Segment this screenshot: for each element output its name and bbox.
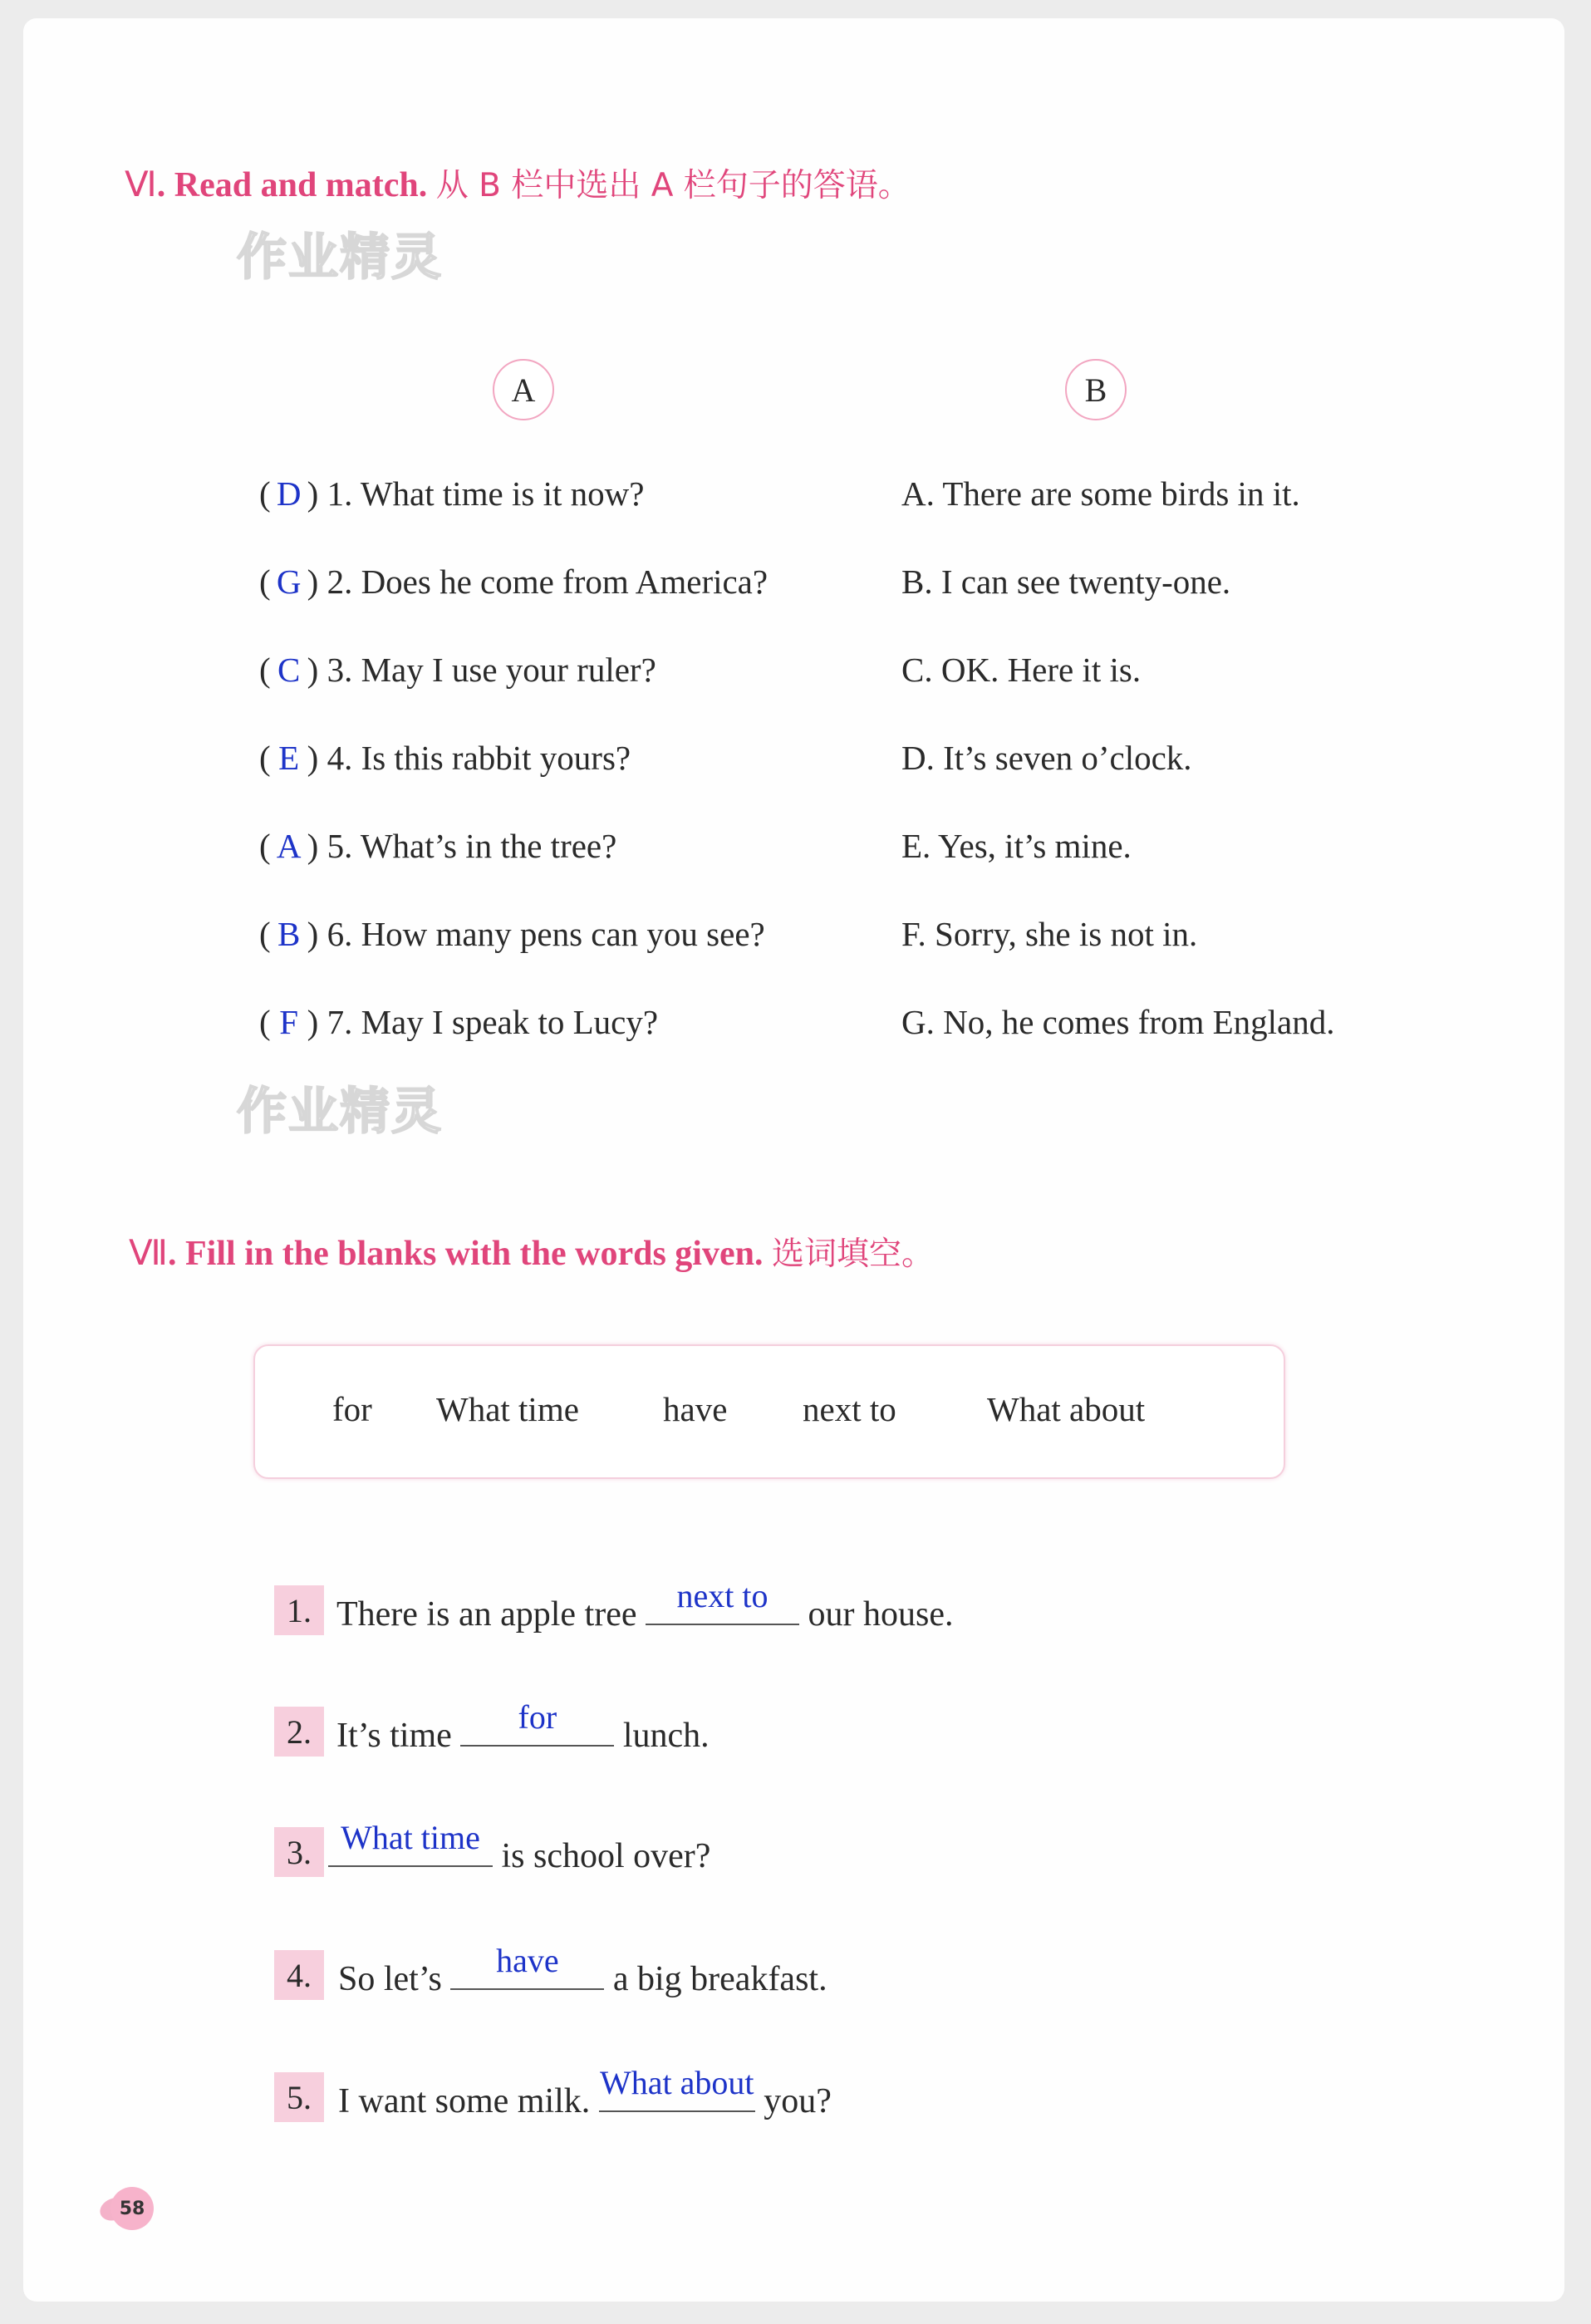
word-bank-item: next to [803,1390,896,1428]
option-row: G. No, he comes from England. [901,1003,1335,1041]
option-row: C. OK. Here it is. [901,651,1142,689]
section-7-numeral: Ⅶ [129,1232,169,1273]
section-6-title-zh: 从 B 栏中选出 A 栏句子的答语。 [435,167,911,204]
question-row: ( D ) 1. What time is it now? [259,474,645,513]
question-row: ( F ) 7. May I speak to Lucy? [259,1003,659,1041]
option-row: E. Yes, it’s mine. [901,827,1132,865]
section-7-title-zh: 选词填空。 [771,1236,934,1273]
word-bank-item: have [663,1390,728,1428]
question-row: ( C ) 3. May I use your ruler? [259,651,656,689]
answer-value: G [276,563,302,601]
filled-answer: for [518,1698,557,1736]
option-row: A. There are some birds in it. [901,474,1300,513]
question-text: 4. Is this rabbit yours? [327,739,631,777]
option-row: F. Sorry, she is not in. [901,915,1198,953]
section-7-title-en: . Fill in the blanks with the words given. [168,1235,764,1273]
answer-blank[interactable] [646,1577,799,1625]
question-list [259,474,768,1052]
section-6-title-en: . Read and match. [156,166,428,204]
filled-answer: What about [600,2064,754,2101]
question-row: ( E ) 4. Is this rabbit yours? [259,739,631,777]
answer-value: C [277,651,301,689]
sentence-2: It’s time for lunch. [336,1698,710,1755]
question-text: 1. What time is it now? [327,474,645,513]
sentence-number: 3. [274,1827,324,1877]
page-number: 58 [110,2187,154,2230]
word-bank-item: What time [436,1390,579,1428]
question-row: ( B ) 6. How many pens can you see? [259,915,765,953]
filled-answer: have [496,1942,559,1979]
answer-value: B [277,915,301,953]
answer-value: D [276,474,302,513]
question-row: ( A ) 5. What’s in the tree? [259,827,617,865]
column-a-label: A [493,359,554,420]
filled-answer: next to [676,1577,768,1614]
sentence-4: So let’s have a big breakfast. [338,1942,827,1998]
option-row: D. It’s seven o’clock. [901,739,1192,777]
word-bank-item: for [332,1390,372,1428]
answer-value: A [276,827,302,865]
watermark: 作业精灵 [237,1083,443,1141]
filled-answer: What time [341,1819,480,1856]
sentence-3: What time is school over? [328,1829,710,1876]
answer-blank[interactable] [599,2064,755,2112]
answer-blank[interactable] [450,1942,604,1990]
answer-value: E [278,739,300,777]
column-b-label: B [1065,359,1127,420]
answer-value: F [279,1003,299,1041]
sentence-number: 1. [274,1585,324,1635]
section-6-numeral: Ⅵ [125,164,157,204]
question-text: 7. May I speak to Lucy? [327,1003,659,1041]
question-text: 5. What’s in the tree? [327,827,617,865]
option-row: B. I can see twenty-one. [901,563,1231,601]
sentence-1: There is an apple tree next to our house. [336,1577,954,1634]
word-bank-item: What about [987,1390,1146,1428]
question-row: ( G ) 2. Does he come from America? [259,563,768,601]
sentence-number: 4. [274,1950,324,2000]
sentence-number: 2. [274,1707,324,1757]
watermark: 作业精灵 [237,228,443,287]
sentence-number: 5. [274,2072,324,2122]
answer-blank[interactable] [460,1698,614,1747]
section-7-heading [129,1228,934,1275]
answer-blank[interactable] [328,1819,493,1867]
sentence-5: I want some milk. What about you? [338,2064,832,2120]
option-list [901,474,1335,1052]
question-text: 2. Does he come from America? [327,563,768,601]
section-6-heading [125,160,911,206]
question-text: 3. May I use your ruler? [327,651,656,689]
question-text: 6. How many pens can you see? [327,915,765,953]
